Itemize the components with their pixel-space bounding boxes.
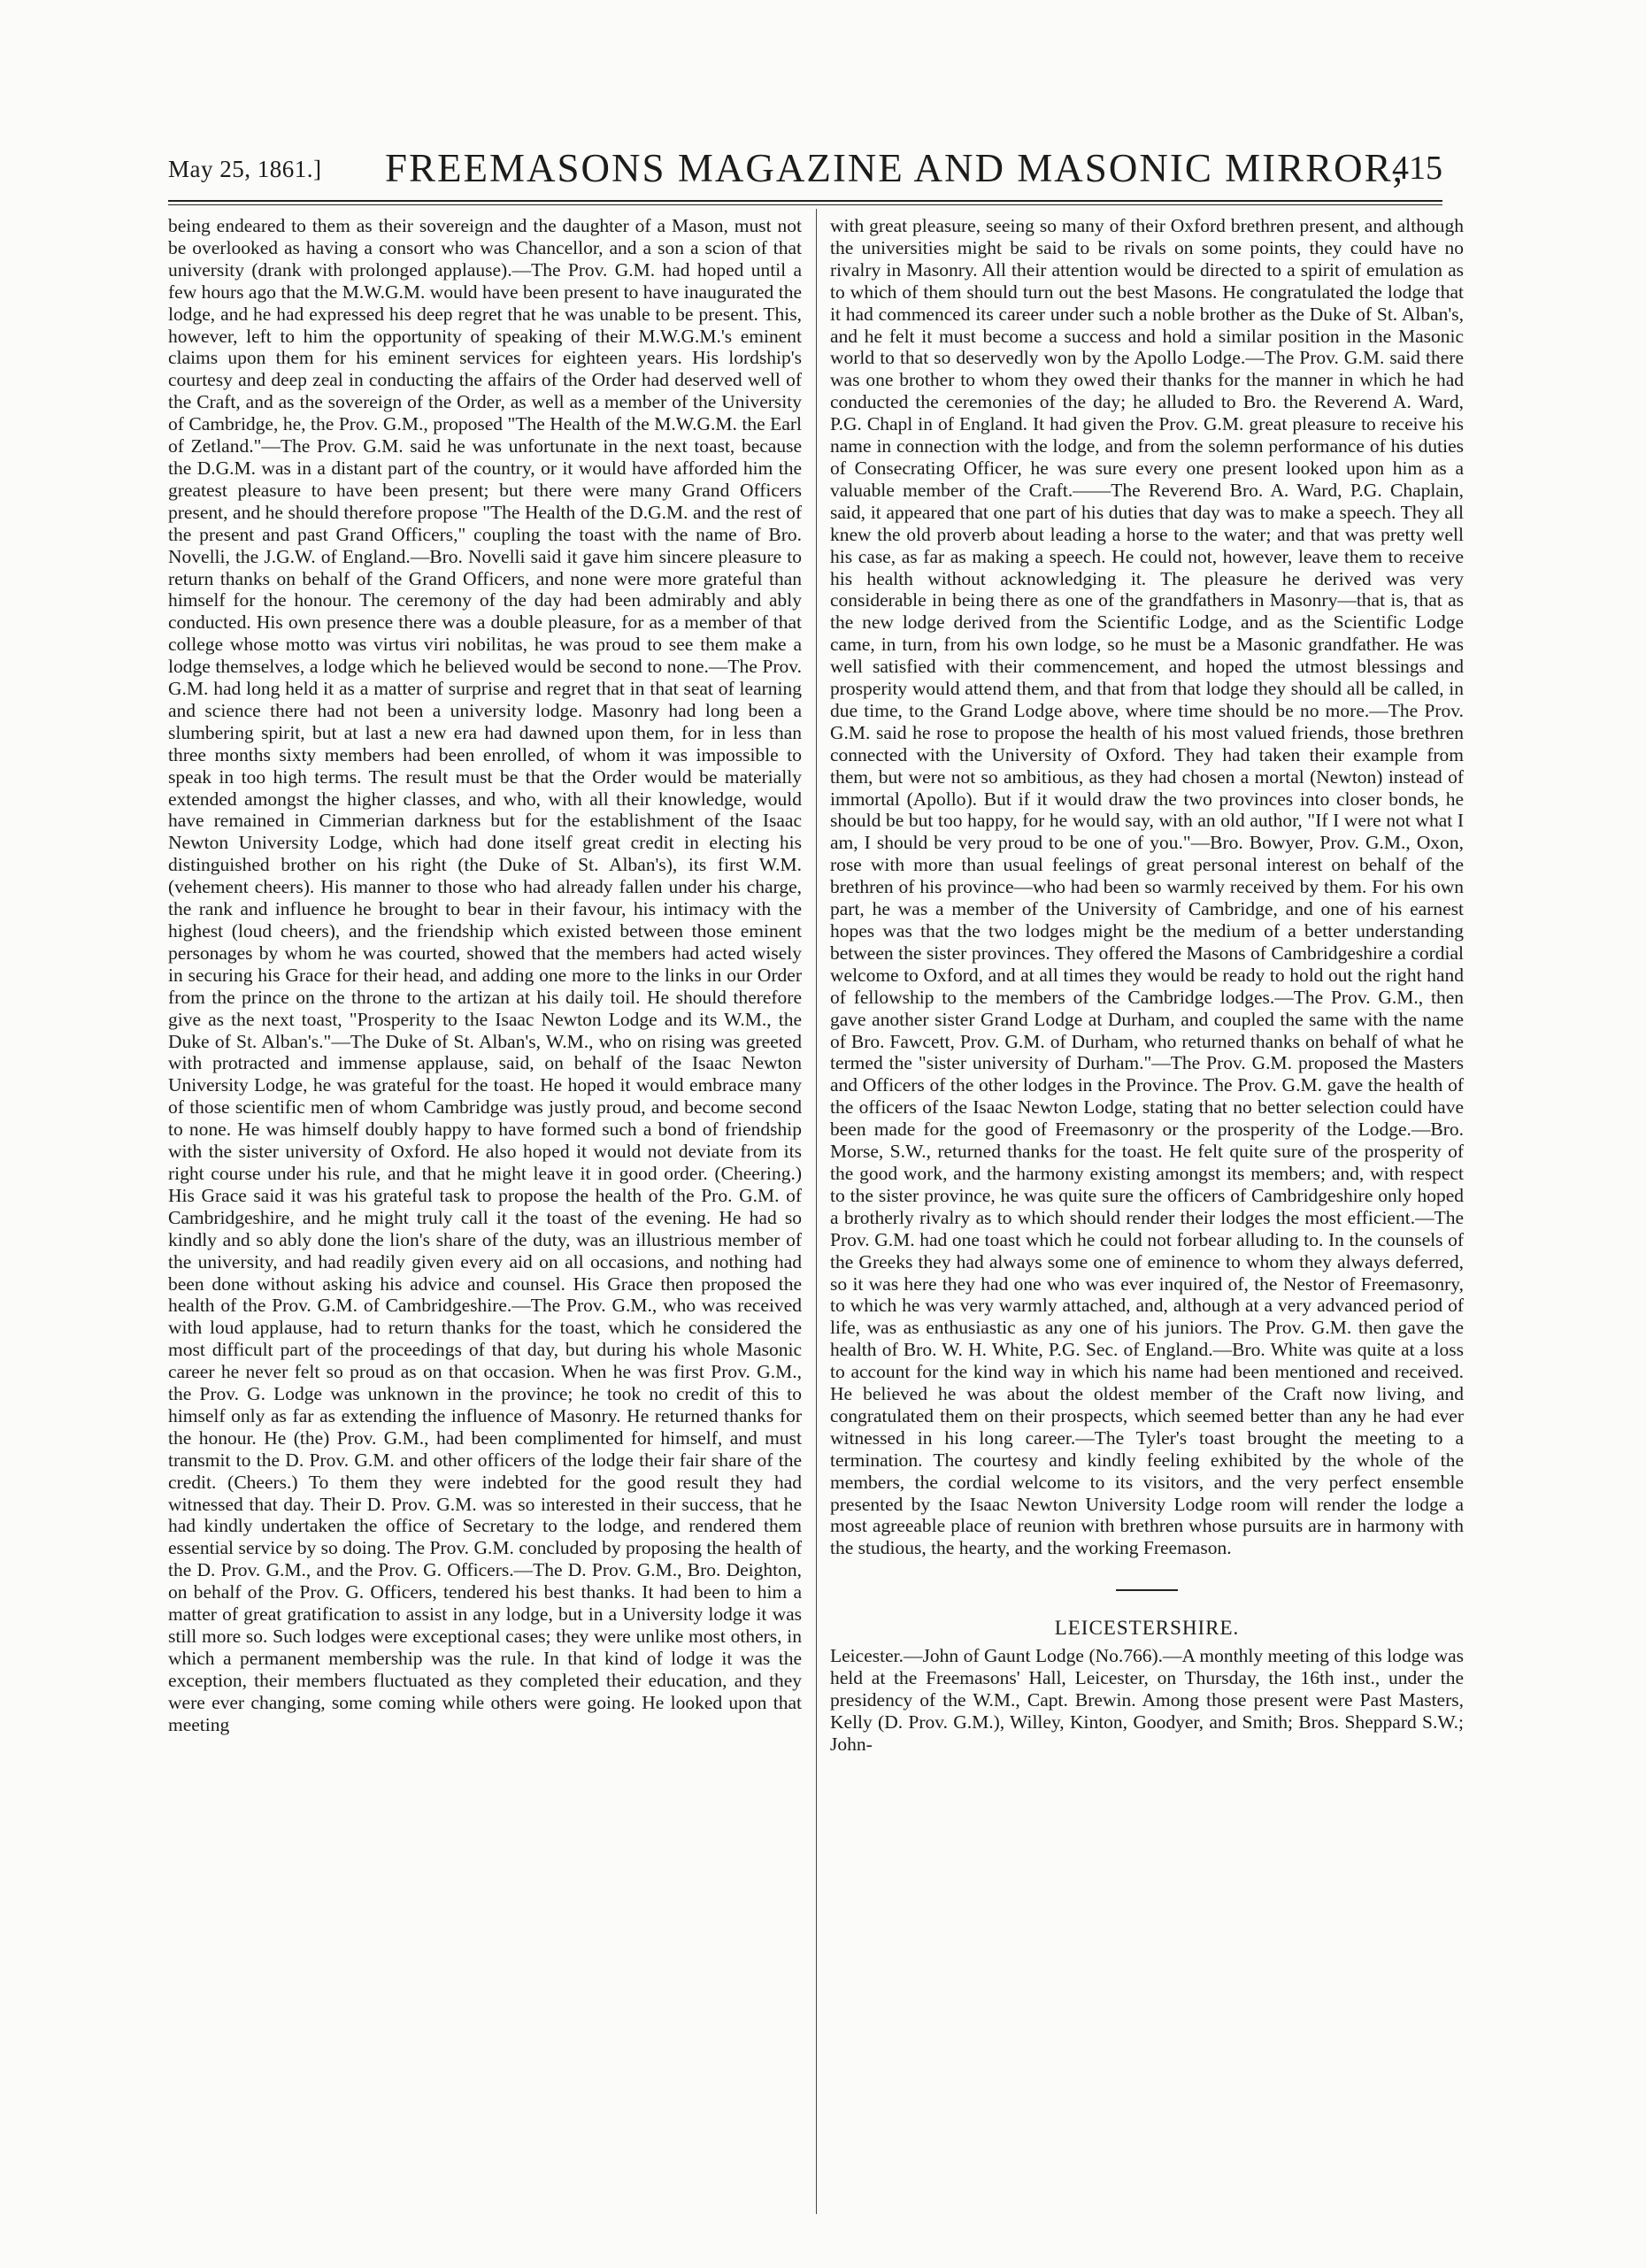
section-heading: LEICESTERSHIRE. (1054, 1617, 1240, 1640)
left-column-text: being endeared to them as their sovereign and the daughter of a Mason, must not be overlooked as having a consort who was Chancellor, and a son a scion of that university (drank with prolonged applause).—The Prov. G.M. had hoped until a few hours ago that the M.W.G.M. would have been present to have inaugurated the lodge, and he had expressed his deep regret that he was unable to be present. This, however, left to him the opportunity of speaking of their M.W.G.M.'s eminent claims upon them for his eminent services for eighteen years. His lordship's courtesy and deep zeal in conducting the affairs of the Order had deserved well of the Craft, and as the sovereign of the Order, as well as a member of the University of Cambridge, he, the Prov. G.M., proposed "The Health of the M.W.G.M. the Earl of Zetland."—The Prov. G.M. said he was unfortunate in the next toast, because the D.G.M. was in a distant part of the country, or it would have afforded him the greatest pleasure to have been present; but there were many Grand Officers present, and he should therefore propose "The Health of the D.G.M. and the rest of the present and past Grand Officers," coupling the toast with the name of Bro. Novelli, the J.G.W. of England.—Bro. Novelli said it gave him sincere pleasure to return thanks on behalf of the Grand Officers, and none were more grateful than himself for the honour. The ceremony of the day had been admirably and ably conducted. His own presence there was a double pleasure, for as a member of that college whose motto was virtus viri nobilitas, he was proud to see them make a lodge themselves, a lodge which he believed would be second to none.—The Prov. G.M. had long held it as a matter of surprise and regret that in that seat of learning and science there had not been a university lodge. Masonry had long been a slumbering spirit, but at last a new era had dawned upon them, for in less than three months sixty members had been enrolled, of whom it was impossible to speak in too high terms. The result must be that the Order would be materially extended amongst the higher classes, and who, with all their knowledge, would have remained in Cimmerian darkness but for the establishment of the Isaac Newton University Lodge, which had done itself great credit in electing his distinguished brother on his right (the Duke of St. Alban's), its first W.M. (vehement cheers). His manner to those who had already fallen under his charge, the rank and influence he brought to bear in their favour, his intimacy with the highest (loud cheers), and the friendship which existed between those eminent personages by whom he was courted, showed that the members had acted wisely in securing his Grace for their head, and adding one more to the links in our Order from the prince on the throne to the artizan at his daily toil. He should therefore give as the next toast, "Prosperity to the Isaac Newton Lodge and its W.M., the Duke of St. Alban's."—The Duke of St. Alban's, W.M., who on rising was greeted with protracted and immense applause, said, on behalf of the Isaac Newton University Lodge, he was grateful for the toast. He hoped it would embrace many of those scientific men of whom Cambridge was justly proud, and become second to none. He was himself doubly happy to have formed such a bond of friendship with the sister university of Oxford. He also hoped it would not deviate from its right course under his rule, and that he might leave it in good order. (Cheering.) His Grace said it was his grateful task to propose the health of the Pro. G.M. of Cambridgeshire, and he might truly call it the toast of the evening. He had so kindly and so ably done the lion's share of the duty, was an illustrious member of the university, and had readily given every aid on all occasions, and nothing had been done without asking his advice and counsel. His Grace then proposed the health of the Prov. G.M. of Cambridgeshire.—The Prov. G.M., who was received with loud applause, had to return thanks for the toast, which he considered the most difficult part of the proceedings of that day, but during his whole Masonic career he never felt so proud as on that occasion. When he was first Prov. G.M., the Prov. G. Lodge was unknown in the province; he took no credit of this to himself only as far as extending the influence of Masonry. He returned thanks for the honour. He (the) Prov. G.M., had been complimented for himself, and must transmit to the D. Prov. G.M. and other officers of the lodge their fair share of the credit. (Cheers.) To them they were indebted for the good result they had witnessed that day. Their D. Prov. G.M. was so interested in their success, that he had kindly undertaken the office of Secretary to the lodge, and rendered them essential service by so doing. The Prov. G.M. concluded by proposing the health of the D. Prov. G.M., and the Prov. G. Officers.—The D. Prov. G.M., Bro. Deighton, on behalf of the Prov. G. Officers, tendered his best thanks. It had been to him a matter of great gratification to assist in any lodge, but in a University lodge it was still more so. Such lodges were exceptional cases; they were unlike most others, in which a permanent membership was the rule. In that kind of lodge it was the exception, their members fluctuated as they completed their education, and they were ever changing, some coming while others were going. He looked upon that meeting (168, 215, 802, 1735)
right-column-text: with great pleasure, seeing so many of their Oxford brethren present, and although the universities might be said to be rivals on some points, they could have no rivalry in Masonry. All their attention would be directed to a spirit of emulation as to which of them should turn out the best Masons. He congratulated the lodge that it had commenced its career under such a noble brother as the Duke of St. Alban's, and he felt it must become a success and hold a similar position in the Masonic world to that so deservedly won by the Apollo Lodge.—The Prov. G.M. said there was one brother to whom they owed their thanks for the manner in which he had conducted the ceremonies of the day; he alluded to Bro. the Reverend A. Ward, P.G. Chapl in of England. It had given the Prov. G.M. great pleasure to receive his name in connection with the lodge, and from the solemn performance of his duties of Consecrating Officer, he was sure every one present looked upon him as a valuable member of the Craft.——The Reverend Bro. A. Ward, P.G. Chaplain, said, it appeared that one part of his duties that day was to make a speech. They all knew the old proverb about leading a horse to the water; and that was pretty well his case, as far as making a speech. He could not, however, leave them to receive his health without acknowledging it. The pleasure he derived was very considerable in being there as one of the grandfathers in Masonry—that is, that as the new lodge derived from the Scientific Lodge, and as the Scientific Lodge came, in turn, from his own lodge, so he must be a Masonic grandfather. He was well satisfied with their commencement, and hoped the utmost blessings and prosperity would attend them, and that from that lodge they should all be called, in due time, to the Grand Lodge above, where time should be no more.—The Prov. G.M. said he rose to propose the health of his most valued friends, those brethren connected with the University of Oxford. They had taken their example from them, but were not so ambitious, as they had chosen a mortal (Newton) instead of immortal (Apollo). But if it would draw the two provinces into closer bonds, he should be but too happy, for he would say, with an old author, "If I were not what I am, I should be very proud to be one of you."—Bro. Bowyer, Prov. G.M., Oxon, rose with more than usual feelings of great personal interest on behalf of the brethren of his province—who had been so warmly received by them. For his own part, he was a member of the University of Cambridge, and one of his earnest hopes was that the two lodges might be the medium of a better understanding between the sister provinces. They offered the Masons of Cambridgeshire a cordial welcome to Oxford, and at all times they would be ready to hold out the right hand of fellowship to the members of the Cambridge lodges.—The Prov. G.M., then gave another sister Grand Lodge at Durham, and coupled the same with the name of Bro. Fawcett, Prov. G.M. of Durham, who returned thanks on behalf of what he termed the "sister university of Durham."—The Prov. G.M. proposed the Masters and Officers of the other lodges in the Province. The Prov. G.M. gave the health of the officers of the Isaac Newton Lodge, stating that no better selection could have been made for the good of Freemasonry or the prosperity of the Lodge.—Bro. Morse, S.W., returned thanks for the toast. He felt quite sure of the prosperity of the good work, and the harmony existing amongst its members; and, with respect to the sister province, he was quite sure the officers of Cambridgeshire only hoped a brotherly rivalry as to which should render their lodges the most efficient.—The Prov. G.M. had one toast which he could not forbear alluding to. In the counsels of the Greeks they had always some one of eminence to whom they always deferred, so it was here they had one who was ever inquired of, the Nestor of Freemasonry, to which he was very warmly attached, and, although at a very advanced period of life, was as enthusiastic as any one of his juniors. The Prov. G.M. then gave the health of Bro. W. H. White, P.G. Sec. of England.—Bro. White was quite at a loss to account for the kind way in which his name had been mentioned and received. He believed he was about the oldest member of the Craft now living, and congratulated them on their prospects, which seemed better than any he had ever witnessed in his long career.—The Tyler's toast brought the meeting to a termination. The courtesy and kindly feeling exhibited by the whole of the members, the cordial welcome to its visitors, and the very perfect ensemble presented by the Isaac Newton University Lodge room will render the lodge a most agreeable place of reunion with brethren whose pursuits are in harmony with the studious, the hearty, and the working Freemason. (830, 215, 1464, 1559)
left-column (168, 215, 802, 1736)
page-number: 415 (1392, 150, 1442, 187)
right-column (830, 215, 1464, 1756)
header-rule (168, 200, 1442, 202)
publication-title: FREEMASONS MAGAZINE AND MASONIC MIRROR, (385, 146, 1404, 190)
masthead (168, 133, 1442, 196)
section-separator (1116, 1589, 1178, 1591)
section-text: Leicester.—John of Gaunt Lodge (No.766).—A monthly meeting of this lodge was held at the Freemasons' Hall, Leicester, on Thursday, the 16th inst., under the presidency of the W.M., Capt. Brewin. Among those present were Past Masters, Kelly (D. Prov. G.M.), Willey, Kinton, Goodyer, and Smith; Bros. Sheppard S.W.; John- (830, 1645, 1464, 1755)
header-rule-thin (168, 204, 1442, 205)
column-divider (816, 209, 817, 2214)
issue-date: May 25, 1861.] (168, 156, 322, 182)
